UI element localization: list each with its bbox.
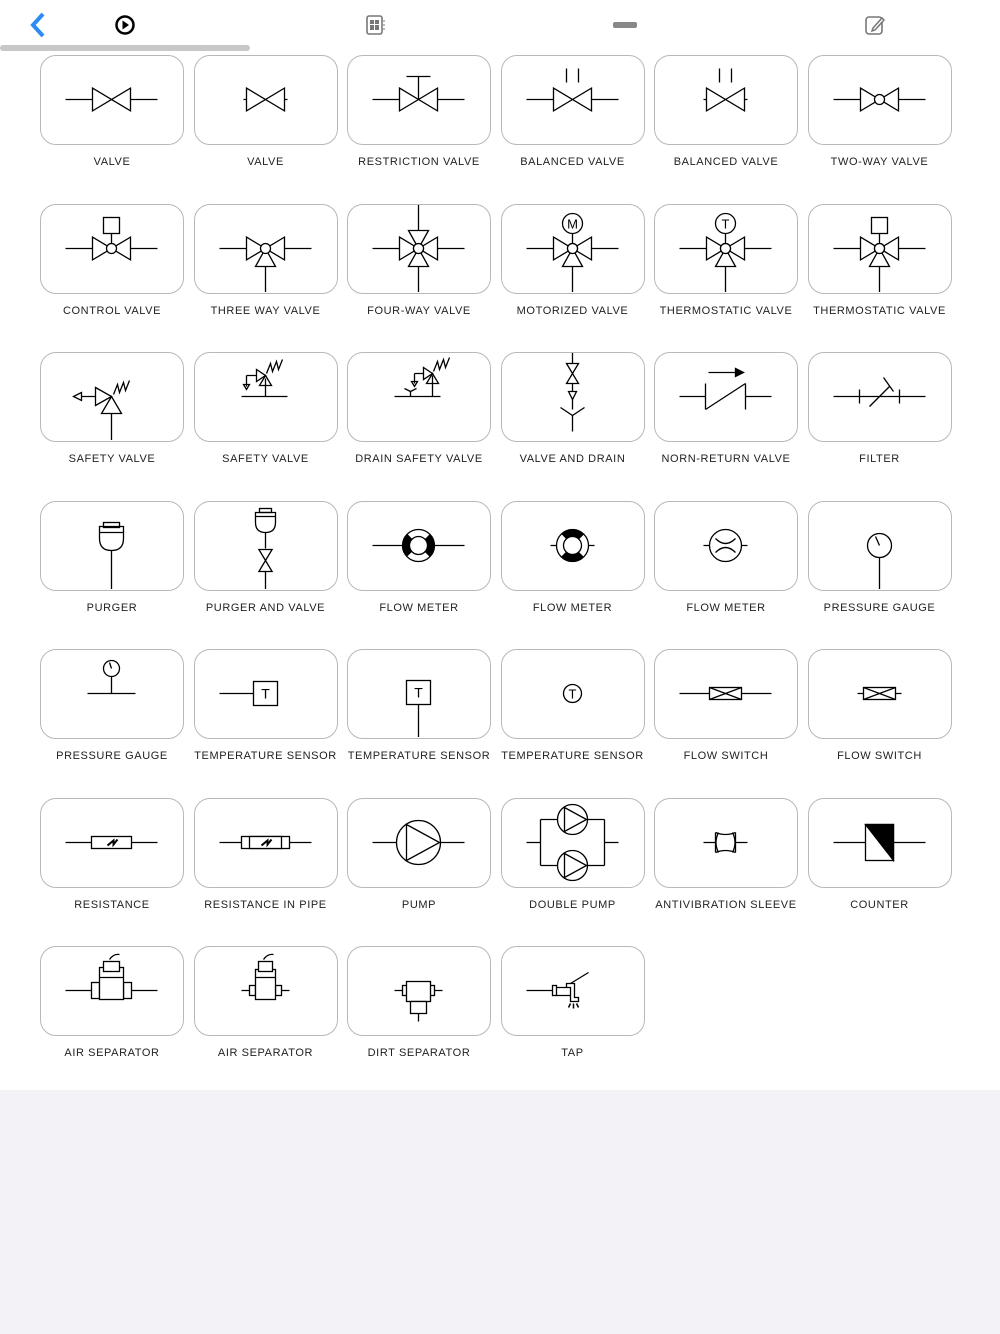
play-button[interactable] <box>110 10 140 40</box>
symbol-label: TWO-WAY VALVE <box>830 156 929 168</box>
symbol-label: AIR SEPARATOR <box>64 1047 160 1059</box>
symbol-label: TEMPERATURE SENSOR <box>194 750 337 762</box>
fswitch1-symbol-icon <box>655 650 796 737</box>
purger-symbol-icon <box>41 502 182 589</box>
symbol-card[interactable] <box>654 649 798 739</box>
symbol-card[interactable] <box>808 501 952 591</box>
symbol-card[interactable] <box>40 204 184 294</box>
symbol-item[interactable] <box>501 946 645 1059</box>
symbol-card[interactable] <box>654 204 798 294</box>
airsep1-symbol-icon <box>41 947 182 1034</box>
play-circle-icon <box>114 14 136 36</box>
symbol-item[interactable] <box>194 204 338 317</box>
symbol-item[interactable] <box>40 501 184 614</box>
symbol-card[interactable] <box>40 55 184 145</box>
safety1-symbol-icon <box>41 353 182 440</box>
airsep2-symbol-icon <box>195 947 336 1034</box>
symbol-label: FLOW SWITCH <box>837 750 922 762</box>
components-button[interactable] <box>360 10 390 40</box>
balanced-symbol-icon <box>502 56 643 143</box>
symbol-item[interactable] <box>501 352 645 465</box>
dpump-symbol-icon <box>502 799 643 886</box>
symbol-label: BALANCED VALVE <box>520 156 625 168</box>
symbol-card[interactable] <box>501 204 645 294</box>
symbol-item[interactable] <box>654 649 798 762</box>
symbol-card[interactable] <box>808 798 952 888</box>
components-icon <box>364 14 386 36</box>
safety2-symbol-icon <box>195 353 336 440</box>
symbol-item[interactable] <box>194 649 338 762</box>
symbol-item[interactable] <box>654 204 798 317</box>
symbol-card[interactable] <box>501 352 645 442</box>
symbol-label: RESISTANCE <box>74 898 150 911</box>
symbol-item[interactable] <box>347 798 491 911</box>
pump-symbol-icon <box>348 799 489 886</box>
edit-icon <box>863 13 887 37</box>
symbol-label: COUNTER <box>850 898 909 911</box>
temp3-symbol-icon <box>502 650 643 737</box>
symbol-item[interactable] <box>654 55 798 168</box>
svg-text:T: T <box>721 216 730 231</box>
temp1-symbol-icon <box>195 650 336 737</box>
symbol-label: AIR SEPARATOR <box>217 1047 314 1059</box>
symbol-card[interactable] <box>194 352 338 442</box>
motorized-symbol-icon <box>502 205 643 292</box>
filter-symbol-icon <box>809 353 950 440</box>
svg-text:T: T <box>414 684 423 701</box>
valvedrain-symbol-icon <box>502 353 643 440</box>
symbol-card[interactable] <box>40 352 184 442</box>
symbol-label: PRESSURE GAUGE <box>56 750 168 762</box>
symbol-item[interactable] <box>501 501 645 614</box>
symbol-item[interactable] <box>501 798 645 911</box>
svg-text:T: T <box>260 685 270 702</box>
symbol-label: PURGER AND VALVE <box>205 601 326 614</box>
symbol-item[interactable] <box>654 501 798 614</box>
restriction-symbol-icon <box>348 56 489 143</box>
symbol-item[interactable] <box>194 946 338 1059</box>
symbol-card[interactable] <box>194 798 338 888</box>
symbol-item[interactable] <box>808 204 952 317</box>
thermo-sq-symbol-icon <box>809 205 950 292</box>
symbol-label: PRESSURE GAUGE <box>823 601 936 614</box>
res2-symbol-icon <box>195 799 336 886</box>
symbol-item[interactable] <box>40 649 184 762</box>
valve-short-symbol-icon <box>195 56 336 143</box>
symbol-card[interactable] <box>501 798 645 888</box>
symbol-card[interactable] <box>501 946 645 1036</box>
valve-symbol-icon <box>41 56 182 143</box>
symbol-card[interactable] <box>347 649 491 739</box>
symbol-label: BALANCED VALVE <box>673 156 779 168</box>
symbol-label: FLOW SWITCH <box>683 750 769 762</box>
symbol-card[interactable] <box>808 649 952 739</box>
symbol-label: PURGER <box>86 601 138 614</box>
symbol-label: SAFETY VALVE <box>68 453 156 465</box>
symbol-card[interactable] <box>40 501 184 591</box>
drainsafety-symbol-icon <box>348 353 489 440</box>
symbol-label: FLOW METER <box>532 601 613 614</box>
balanced-short-symbol-icon <box>655 56 796 143</box>
control-symbol-icon <box>41 205 182 292</box>
res1-symbol-icon <box>41 799 182 886</box>
symbol-card[interactable] <box>40 649 184 739</box>
symbol-item[interactable] <box>194 501 338 614</box>
symbol-card[interactable] <box>654 501 798 591</box>
edit-button[interactable] <box>860 10 890 40</box>
symbol-card[interactable] <box>194 501 338 591</box>
symbol-item[interactable] <box>501 649 645 762</box>
symbol-item[interactable] <box>808 501 952 614</box>
symbol-item[interactable] <box>347 649 491 762</box>
symbol-label: PUMP <box>401 898 437 911</box>
symbol-label: TEMPERATURE SENSOR <box>347 750 491 762</box>
symbol-card[interactable] <box>194 55 338 145</box>
symbol-label: MOTORIZED VALVE <box>516 304 629 317</box>
symbol-card[interactable] <box>347 946 491 1036</box>
symbol-card[interactable] <box>654 352 798 442</box>
symbol-item[interactable] <box>654 798 798 911</box>
symbol-card[interactable] <box>501 501 645 591</box>
symbol-label: TEMPERATURE SENSOR <box>501 750 644 762</box>
symbol-card[interactable] <box>501 55 645 145</box>
symbol-item[interactable] <box>808 352 952 465</box>
symbol-item[interactable] <box>40 204 184 317</box>
svg-text:M: M <box>566 216 578 231</box>
thermo-t-symbol-icon <box>655 205 796 292</box>
dirtsep-symbol-icon <box>348 947 489 1034</box>
symbol-label: DIRT SEPARATOR <box>367 1047 471 1059</box>
chevron-left-icon <box>28 11 48 39</box>
symbol-card[interactable] <box>808 352 952 442</box>
symbol-card[interactable] <box>654 55 798 145</box>
symbol-label: THREE WAY VALVE <box>210 304 321 317</box>
symbol-label: FOUR-WAY VALVE <box>367 304 471 317</box>
symbol-card[interactable] <box>347 501 491 591</box>
purgervalve-symbol-icon <box>195 502 336 589</box>
symbol-item[interactable] <box>347 55 491 168</box>
counter-symbol-icon <box>809 799 950 886</box>
tap-symbol-icon <box>502 947 643 1034</box>
symbol-item[interactable] <box>501 204 645 317</box>
symbol-card[interactable] <box>347 55 491 145</box>
symbol-item[interactable] <box>347 352 491 465</box>
twoway-symbol-icon <box>809 56 950 143</box>
symbol-item[interactable] <box>347 204 491 317</box>
symbol-item[interactable] <box>808 649 952 762</box>
horizontal-scrollbar[interactable] <box>0 45 250 51</box>
symbol-item[interactable] <box>347 946 491 1059</box>
symbol-label: RESISTANCE IN PIPE <box>204 898 327 911</box>
symbol-item[interactable] <box>194 55 338 168</box>
symbol-label: THERMOSTATIC VALVE <box>659 304 793 317</box>
symbol-card[interactable] <box>654 798 798 888</box>
symbol-card[interactable] <box>40 798 184 888</box>
symbol-item[interactable] <box>40 946 184 1059</box>
threeway-symbol-icon <box>195 205 336 292</box>
symbol-label: THERMOSTATIC VALVE <box>813 304 946 317</box>
symbol-label: FILTER <box>859 453 900 465</box>
symbol-item[interactable] <box>654 352 798 465</box>
fswitch2-symbol-icon <box>809 650 950 737</box>
symbol-item[interactable] <box>40 55 184 168</box>
symbol-card[interactable] <box>194 649 338 739</box>
temp2-symbol-icon <box>348 650 489 737</box>
symbol-card[interactable] <box>808 204 952 294</box>
symbol-card[interactable] <box>501 649 645 739</box>
symbol-item[interactable] <box>501 55 645 168</box>
svg-text:T: T <box>568 686 576 702</box>
symbol-item[interactable] <box>808 798 952 911</box>
symbol-item[interactable] <box>194 798 338 911</box>
flow3-symbol-icon <box>655 502 796 589</box>
symbol-label: RESTRICTION VALVE <box>358 156 480 168</box>
symbol-card[interactable] <box>347 204 491 294</box>
symbol-item[interactable] <box>808 55 952 168</box>
back-button[interactable] <box>23 10 53 40</box>
symbol-card[interactable] <box>347 798 491 888</box>
minus-icon <box>612 20 638 30</box>
symbol-label: SAFETY VALVE <box>222 453 309 465</box>
fourway-symbol-icon <box>348 205 489 292</box>
symbol-item[interactable] <box>194 352 338 465</box>
symbol-item[interactable] <box>40 798 184 911</box>
symbol-label: NORN-RETURN VALVE <box>661 453 791 465</box>
minimize-button[interactable] <box>610 10 640 40</box>
symbol-card[interactable] <box>194 946 338 1036</box>
flow1-symbol-icon <box>348 502 489 589</box>
symbol-label: DRAIN SAFETY VALVE <box>355 453 483 465</box>
symbol-item[interactable] <box>40 352 184 465</box>
symbol-item[interactable] <box>347 501 491 614</box>
symbol-label: VALVE AND DRAIN <box>519 453 626 465</box>
symbol-card[interactable] <box>808 55 952 145</box>
antivib-symbol-icon <box>655 799 796 886</box>
symbol-label: TAP <box>561 1047 584 1059</box>
gauge1-symbol-icon <box>809 502 950 589</box>
symbol-label: VALVE <box>93 156 131 168</box>
toolbar <box>0 0 1000 50</box>
symbol-card[interactable] <box>347 352 491 442</box>
symbol-label: VALVE <box>247 156 284 168</box>
nonreturn-symbol-icon <box>655 353 796 440</box>
gauge2-symbol-icon <box>41 650 182 737</box>
flow2-symbol-icon <box>502 502 643 589</box>
symbol-card[interactable] <box>40 946 184 1036</box>
symbol-label: FLOW METER <box>686 601 766 614</box>
symbol-label: CONTROL VALVE <box>62 304 162 317</box>
symbol-card[interactable] <box>194 204 338 294</box>
symbol-label: FLOW METER <box>379 601 459 614</box>
symbol-label: DOUBLE PUMP <box>529 898 616 911</box>
symbol-label: ANTIVIBRATION SLEEVE <box>655 898 797 911</box>
